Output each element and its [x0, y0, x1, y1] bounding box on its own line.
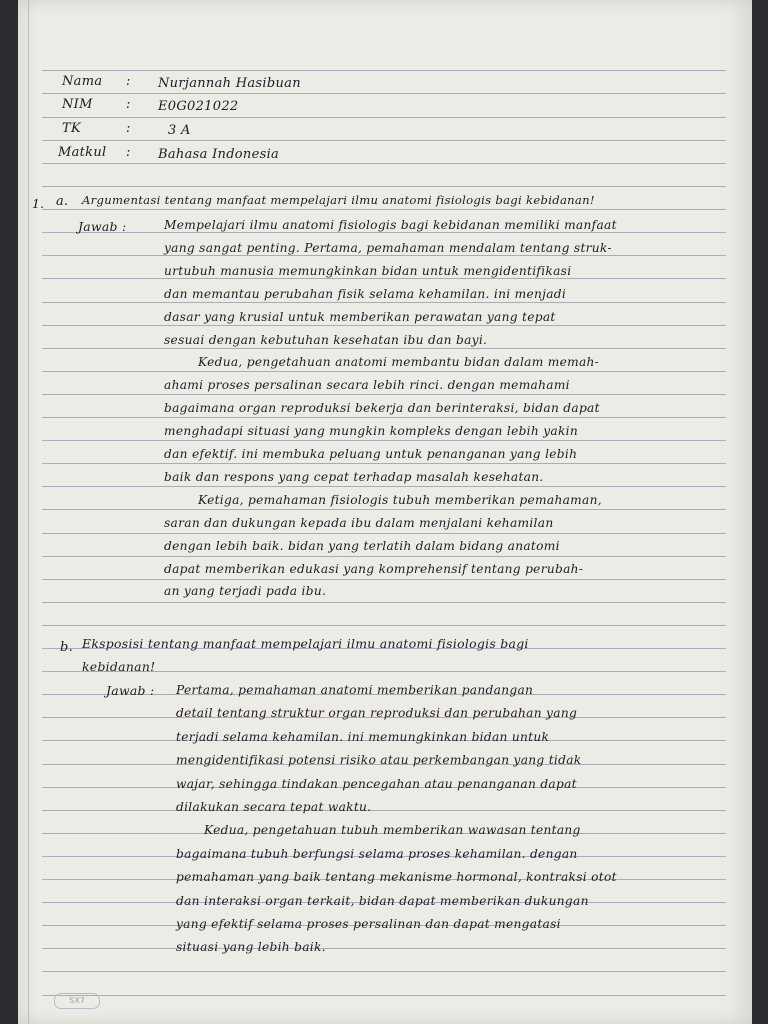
header-label-matkul: Matkul: [58, 145, 107, 160]
question-a-letter: a.: [56, 194, 69, 209]
answer-b-label: Jawab :: [106, 683, 155, 698]
ruled-line: [42, 232, 726, 233]
answer-a-line: Mempelajari ilmu anatomi fisiologis bagi kebidanan memiliki manfaat: [164, 218, 617, 232]
header-label-tk: TK: [62, 121, 81, 136]
ruled-line: [42, 348, 726, 349]
ruled-line: [42, 186, 726, 187]
ruled-line: [42, 417, 726, 418]
ruled-line: [42, 948, 726, 949]
answer-b-line: dilakukan secara tepat waktu.: [176, 800, 372, 814]
ruled-line: [42, 995, 726, 996]
ruled-line: [42, 394, 726, 395]
question-b-title-line1: Eksposisi tentang manfaat mempelajari ilmu anatomi fisiologis bagi: [82, 636, 529, 651]
ruled-line: [42, 486, 726, 487]
answer-b-line: terjadi selama kehamilan. ini memungkinkan bidan untuk: [176, 730, 550, 744]
header-colon: :: [126, 145, 131, 160]
ruled-line: [42, 278, 726, 279]
answer-b-line: pemahaman yang baik tentang mekanisme hormonal, kontraksi otot: [176, 870, 617, 884]
ruled-line: [42, 602, 726, 603]
ruled-line: [42, 140, 726, 141]
margin-line: [28, 0, 29, 1024]
ruled-line: [42, 533, 726, 534]
answer-b-line: mengidentifikasi potensi risiko atau perkembangan yang tidak: [176, 753, 582, 767]
question-b-letter: b.: [60, 640, 74, 655]
page-stamp: SX7: [54, 993, 100, 1009]
answer-a-line: yang sangat penting. Pertama, pemahaman mendalam tentang struk-: [164, 241, 612, 255]
answer-a-line: menghadapi situasi yang mungkin kompleks dengan lebih yakin: [164, 424, 578, 438]
ruled-line: [42, 302, 726, 303]
answer-a-line: dengan lebih baik. bidan yang terlatih dalam bidang anatomi: [164, 539, 560, 553]
question-a-title: Argumentasi tentang manfaat mempelajari ilmu anatomi fisiologis bagi kebidanan!: [82, 193, 595, 207]
answer-a-line: baik dan respons yang cepat terhadap masalah kesehatan.: [164, 470, 544, 484]
ruled-line: [42, 810, 726, 811]
ruled-line: [42, 371, 726, 372]
header-value-nim: E0G021022: [158, 99, 239, 114]
ruled-line: [42, 209, 726, 210]
header-value-name: Nurjannah Hasibuan: [158, 76, 301, 91]
answer-b-line: yang efektif selama proses persalinan dan dapat mengatasi: [176, 917, 561, 931]
answer-a-label: Jawab :: [78, 219, 127, 234]
header-label-nim: NIM: [62, 97, 93, 112]
ruled-line: [42, 70, 726, 71]
ruled-line: [42, 971, 726, 972]
answer-b-line: Kedua, pengetahuan tubuh memberikan wawasan tentang: [204, 823, 581, 837]
header-value-tk: 3 A: [168, 123, 191, 138]
header-label-name: Nama: [62, 74, 103, 89]
answer-b-line: situasi yang lebih baik.: [176, 940, 326, 954]
answer-a-line: dan memantau perubahan fisik selama kehamilan. ini menjadi: [164, 287, 567, 301]
answer-a-line: an yang terjadi pada ibu.: [164, 584, 327, 598]
ruled-line: [42, 556, 726, 557]
answer-b-line: wajar, sehingga tindakan pencegahan atau penanganan dapat: [176, 777, 577, 791]
ruled-line: [42, 579, 726, 580]
ruled-line: [42, 625, 726, 626]
ruled-line: [42, 509, 726, 510]
answer-a-line: Ketiga, pemahaman fisiologis tubuh memberikan pemahaman,: [198, 493, 602, 507]
answer-b-line: dan interaksi organ terkait, bidan dapat memberikan dukungan: [176, 894, 589, 908]
header-colon: :: [126, 97, 131, 112]
ruled-line: [42, 93, 726, 94]
answer-b-line: bagaimana tubuh berfungsi selama proses kehamilan. dengan: [176, 847, 578, 861]
answer-a-line: dapat memberikan edukasi yang komprehensif tentang perubah-: [164, 562, 584, 576]
answer-b-line: Pertama, pemahaman anatomi memberikan pandangan: [176, 683, 534, 697]
header-colon: :: [126, 74, 131, 89]
answer-a-line: urtubuh manusia memungkinkan bidan untuk mengidentifikasi: [164, 264, 572, 278]
answer-a-line: saran dan dukungan kepada ibu dalam menjalani kehamilan: [164, 516, 554, 530]
question-b-title-line2: kebidanan!: [82, 659, 156, 674]
question-number: 1.: [32, 196, 45, 211]
notebook-page: [18, 0, 752, 1024]
answer-a-line: dasar yang krusial untuk memberikan perawatan yang tepat: [164, 310, 556, 324]
answer-a-line: dan efektif. ini membuka peluang untuk penanganan yang lebih: [164, 447, 578, 461]
answer-a-line: ahami proses persalinan secara lebih rinci. dengan memahami: [164, 378, 570, 392]
ruled-line: [42, 163, 726, 164]
ruled-line: [42, 440, 726, 441]
header-colon: :: [126, 121, 131, 136]
ruled-line: [42, 325, 726, 326]
ruled-line: [42, 463, 726, 464]
answer-a-line: sesuai dengan kebutuhan kesehatan ibu dan bayi.: [164, 333, 488, 347]
answer-a-line: Kedua, pengetahuan anatomi membantu bidan dalam memah-: [198, 355, 600, 369]
answer-a-line: bagaimana organ reproduksi bekerja dan berinteraksi, bidan dapat: [164, 401, 600, 415]
header-value-matkul: Bahasa Indonesia: [158, 147, 280, 162]
answer-b-line: detail tentang struktur organ reproduksi dan perubahan yang: [176, 706, 578, 720]
ruled-line: [42, 117, 726, 118]
ruled-line: [42, 255, 726, 256]
